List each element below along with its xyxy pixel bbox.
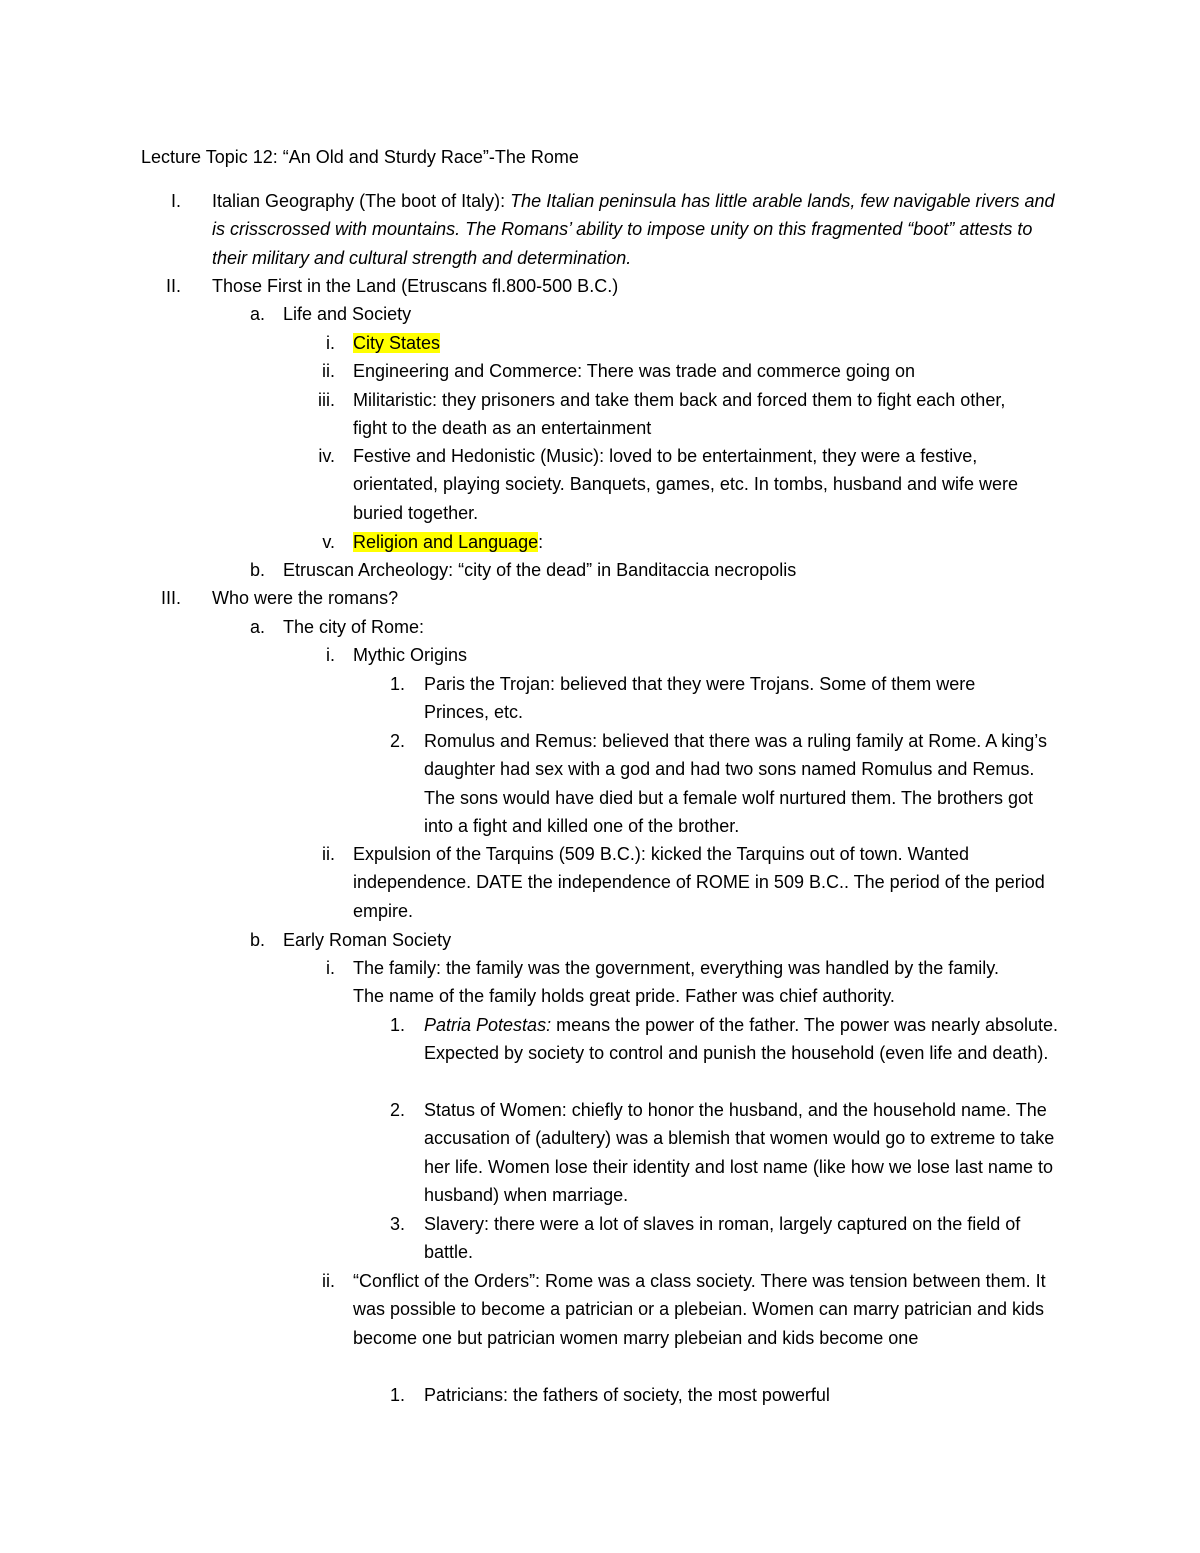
item-patria-potestas	[424, 1011, 1064, 1068]
item-city-states	[353, 329, 1063, 357]
list-marker: 2.	[389, 1100, 405, 1120]
section-heading: Italian Geography (The boot of Italy):	[212, 191, 506, 211]
item-slavery: Slavery: there were a lot of slaves in roman, largely captured on the field of battle.	[424, 1214, 1021, 1263]
list-marker: 1.	[389, 1015, 405, 1035]
section-description: The Italian peninsula has little arable lands, few navigable rivers and is crisscrossed with mountains. The Romans’ ability to impose unity on this fragmented “boot” attests to their military and cultural strength and determination.	[212, 191, 1055, 268]
item-paris-trojan: Paris the Trojan: believed that they were Trojans. Some of them were Princes, etc.	[424, 674, 976, 723]
list-marker: a.	[249, 304, 265, 324]
list-marker: ii.	[322, 361, 335, 381]
list-marker: a.	[249, 617, 265, 637]
item-conflict-of-orders: “Conflict of the Orders”: Rome was a class society. There was tension between them. It was possible to become a patrician or a plebeian. Women can marry patrician and kids become one but patrician women marry plebeian and kids become one	[353, 1271, 1046, 1348]
subsection-etruscan-archeology: Etruscan Archeology: “city of the dead” in Banditaccia necropolis	[283, 560, 797, 580]
list-marker: iv.	[318, 446, 335, 466]
item-expulsion-tarquins: Expulsion of the Tarquins (509 B.C.): kicked the Tarquins out of town. Wanted independence. DATE the independence of ROME in 509 B.C.. The period of the period empire.	[353, 844, 1045, 921]
list-marker: ii.	[322, 1271, 335, 1291]
list-marker: 1.	[389, 1385, 405, 1405]
item-mythic-origins: Mythic Origins	[353, 645, 468, 665]
list-marker: 2.	[389, 731, 405, 751]
item-status-of-women: Status of Women: chiefly to honor the husband, and the household name. The accusation of (adultery) was a blemish that women would go to extreme to take her life. Women lose their identity and lost name (like how we lose last name to husband) when marriage.	[424, 1100, 1055, 1206]
list-marker: b.	[249, 560, 265, 580]
lecture-title: Lecture Topic 12: “An Old and Sturdy Race”-The Rome	[141, 147, 579, 167]
item-patricians: Patricians: the fathers of society, the most powerful	[424, 1385, 830, 1405]
subsection-life-society: Life and Society	[283, 304, 412, 324]
list-marker: ii.	[322, 844, 335, 864]
item-religion-language	[353, 528, 1063, 556]
item-festive-hedonistic: Festive and Hedonistic (Music): loved to be entertainment, they were a festive, orientated, playing society. Banquets, games, etc. In tombs, husband and wife were buried together.	[353, 446, 1019, 523]
list-marker: III.	[160, 588, 181, 608]
list-marker: i.	[326, 958, 335, 978]
colon: :	[538, 532, 544, 552]
highlighted-text: City States	[353, 333, 441, 353]
item-engineering-commerce: Engineering and Commerce: There was trade and commerce going on	[353, 361, 915, 381]
subsection-early-roman-society: Early Roman Society	[283, 930, 452, 950]
definition: means the power of the father. The power was nearly absolute. Expected by society to control and punish the household (even life and death).	[424, 1015, 1059, 1064]
list-marker: b.	[249, 930, 265, 950]
list-marker: v.	[322, 532, 335, 552]
item-militaristic: Militaristic: they prisoners and take them back and forced them to fight each other, fight to the death as an entertainment	[353, 390, 1006, 439]
section-etruscans: Those First in the Land (Etruscans fl.800-500 B.C.)	[212, 276, 619, 296]
highlighted-text: Religion and Language	[353, 532, 539, 552]
list-marker: II.	[165, 276, 181, 296]
list-marker: iii.	[318, 390, 335, 410]
item-romulus-remus: Romulus and Remus: believed that there was a ruling family at Rome. A king’s daughter had sex with a god and had two sons named Romulus and Remus. The sons would have died but a female wolf nurtured them. The brothers got into a fight and killed one of the brother.	[424, 731, 1047, 837]
subsection-city-of-rome: The city of Rome:	[283, 617, 425, 637]
section-who-were-romans: Who were the romans?	[212, 588, 399, 608]
section-italian-geography	[212, 187, 1062, 272]
term: Patria Potestas:	[424, 1015, 552, 1035]
item-the-family: The family: the family was the government, everything was handled by the family. The name of the family holds great pride. Father was chief authority.	[353, 958, 999, 1007]
list-marker: 3.	[389, 1214, 405, 1234]
list-marker: i.	[326, 333, 335, 353]
list-marker: i.	[326, 645, 335, 665]
list-marker: I.	[170, 191, 181, 211]
list-marker: 1.	[389, 674, 405, 694]
